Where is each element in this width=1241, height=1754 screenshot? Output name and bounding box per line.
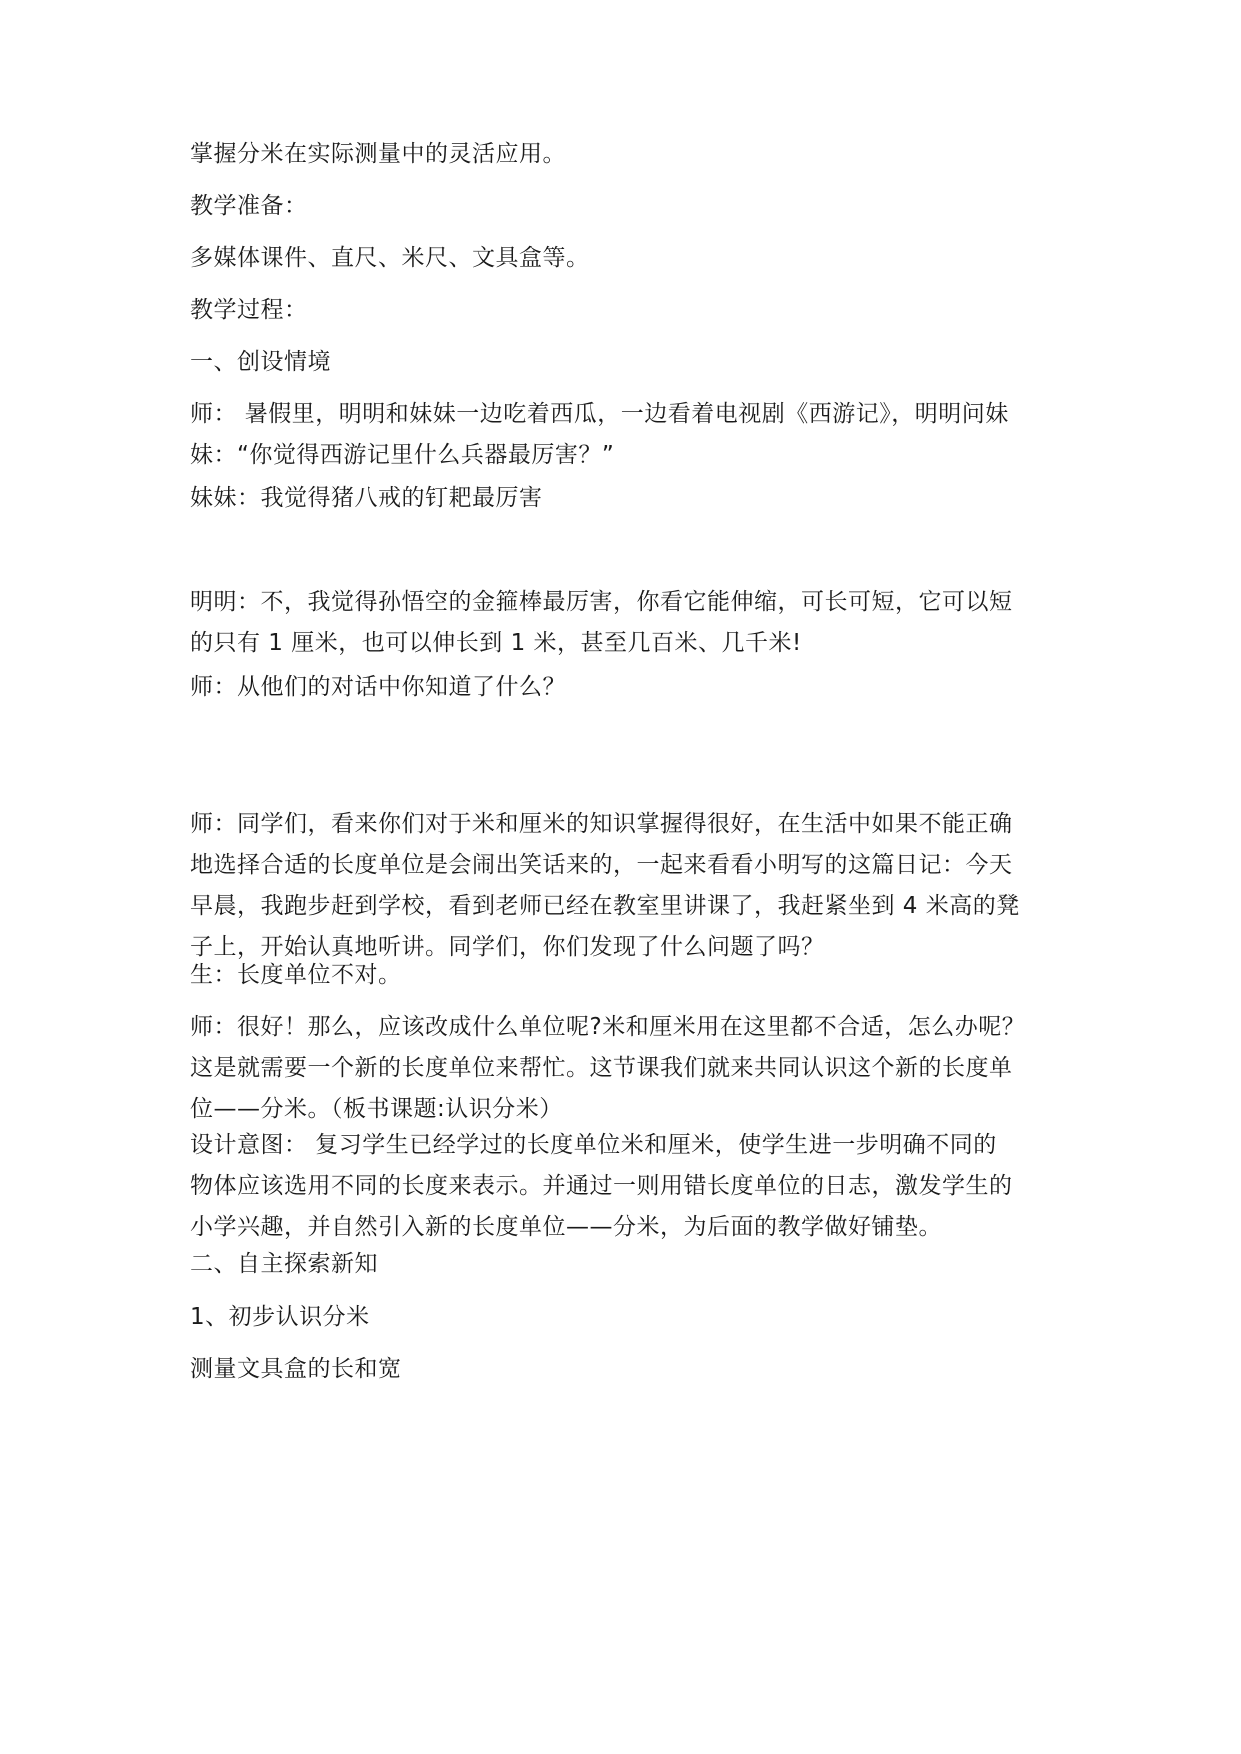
paragraph-dialogue-4 — [190, 667, 1070, 708]
paragraph-dialogue-2 — [190, 478, 1070, 519]
paragraph-design-intent — [190, 1125, 1070, 1248]
paragraph-prep-heading — [190, 186, 1070, 227]
text-line: 早晨，我跑步赶到学校，看到老师已经在教室里讲课了，我赶紧坐到 4 米高的凳 — [190, 893, 1020, 919]
subsection-heading-1 — [190, 1297, 1070, 1338]
paragraph-dialogue-3 — [190, 582, 1070, 664]
text-line: 的只有 1 厘米，也可以伸长到 1 米，甚至几百米、几千米! — [190, 630, 802, 656]
text-line: 师：从他们的对话中你知道了什么？ — [190, 674, 566, 700]
text-line: 测量文具盒的长和宽 — [190, 1356, 402, 1382]
text-line: 设计意图： 复习学生已经学过的长度单位米和厘米，使学生进一步明确不同的 — [190, 1132, 997, 1158]
text-line: 师：很好！那么，应该改成什么单位呢?米和厘米用在这里都不合适，怎么办呢？ — [190, 1014, 1026, 1040]
paragraph-dialogue-6 — [190, 955, 1070, 996]
paragraph-prep-items — [190, 238, 1070, 279]
paragraph-dialogue-1 — [190, 394, 1070, 476]
paragraph-dialogue-5 — [190, 804, 1070, 968]
text-line: 1、初步认识分米 — [190, 1304, 370, 1330]
text-line: 二、自主探索新知 — [190, 1251, 378, 1277]
paragraph-objective — [190, 134, 1070, 175]
text-line: 掌握分米在实际测量中的灵活应用。 — [190, 141, 566, 167]
text-line: 妹：“你觉得西游记里什么兵器最厉害？” — [190, 442, 615, 468]
section-heading-1 — [190, 342, 1070, 383]
text-line: 一、创设情境 — [190, 349, 331, 375]
text-line: 师：同学们，看来你们对于米和厘米的知识掌握得很好，在生活中如果不能正确 — [190, 811, 1013, 837]
text-line: 生：长度单位不对。 — [190, 962, 402, 988]
text-line: 师： 暑假里，明明和妹妹一边吃着西瓜，一边看着电视剧《西游记》，明明问妹 — [190, 401, 1009, 427]
text-line: 物体应该选用不同的长度来表示。并通过一则用错长度单位的日志，激发学生的 — [190, 1173, 1013, 1199]
text-line: 教学过程： — [190, 297, 308, 323]
text-line: 位——分米。（板书课题:认识分米） — [190, 1096, 563, 1122]
text-line: 妹妹：我觉得猪八戒的钉耙最厉害 — [190, 485, 543, 511]
paragraph-process-heading — [190, 290, 1070, 331]
section-heading-2 — [190, 1244, 1070, 1285]
text-line: 教学准备： — [190, 193, 308, 219]
text-line: 子上，开始认真地听讲。同学们，你们发现了什么问题了吗？ — [190, 934, 825, 960]
text-line: 这是就需要一个新的长度单位来帮忙。这节课我们就来共同认识这个新的长度单 — [190, 1055, 1013, 1081]
text-line: 小学兴趣，并自然引入新的长度单位——分米，为后面的教学做好铺垫。 — [190, 1214, 942, 1240]
text-line: 明明：不，我觉得孙悟空的金箍棒最厉害，你看它能伸缩，可长可短，它可以短 — [190, 589, 1013, 615]
paragraph-activity — [190, 1349, 1070, 1390]
text-line: 多媒体课件、直尺、米尺、文具盒等。 — [190, 245, 590, 271]
text-line: 地选择合适的长度单位是会闹出笑话来的，一起来看看小明写的这篇日记：今天 — [190, 852, 1013, 878]
paragraph-dialogue-7 — [190, 1007, 1070, 1130]
